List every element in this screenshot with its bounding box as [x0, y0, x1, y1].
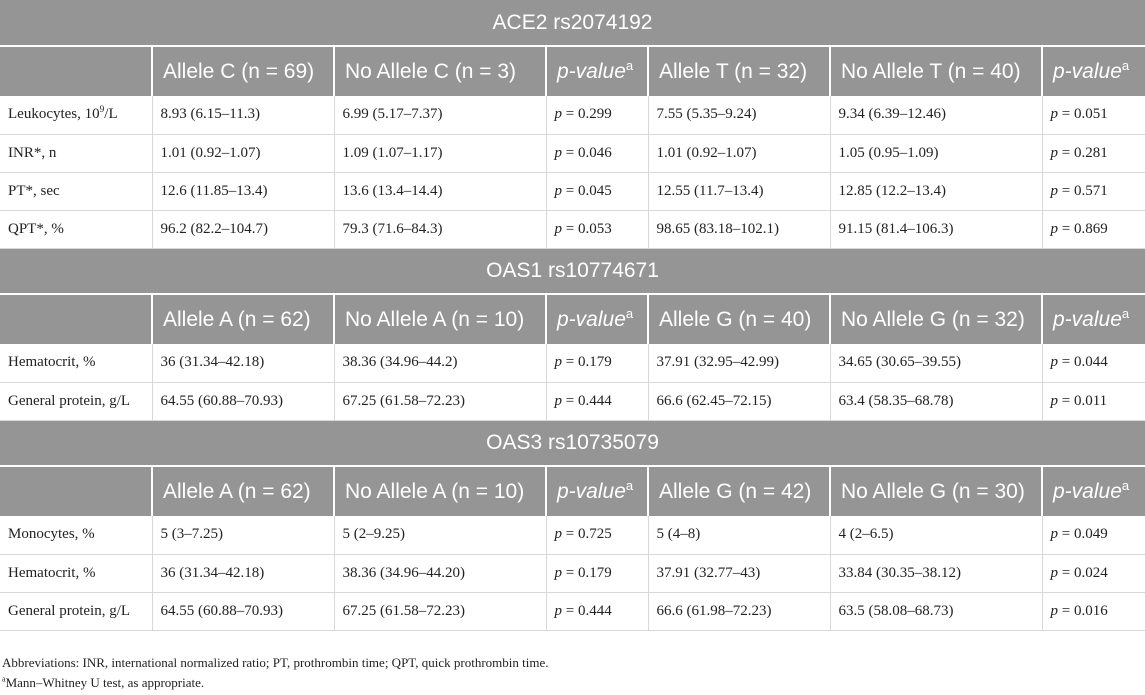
section-title: OAS1 rs10774671	[0, 248, 1145, 294]
column-header-row	[0, 466, 1145, 516]
table-cell: 96.2 (82.2–104.7)	[152, 210, 334, 248]
pvalue-cell: p = 0.725	[546, 516, 648, 554]
table-cell: 6.99 (5.17–7.37)	[334, 96, 546, 134]
table-row	[0, 592, 1145, 630]
table-cell: 9.34 (6.39–12.46)	[830, 96, 1042, 134]
footnote-test: $^a$Mann–Whitney U test, as appropriate.	[2, 674, 205, 690]
table-cell: 1.01 (0.92–1.07)	[648, 134, 830, 172]
pvalue-cell: p = 0.016	[1042, 592, 1145, 630]
pvalue-cell: p = 0.045	[546, 172, 648, 210]
column-header-row	[0, 46, 1145, 96]
table-cell: 13.6 (13.4–14.4)	[334, 172, 546, 210]
pvalue-cell: p = 0.046	[546, 134, 648, 172]
pvalue-cell: p = 0.281	[1042, 134, 1145, 172]
table-cell: 34.65 (30.65–39.55)	[830, 344, 1042, 382]
header-group1: Allele A (n = 62)	[152, 466, 334, 516]
section-title-row	[0, 248, 1145, 294]
table-cell: 5 (3–7.25)	[152, 516, 334, 554]
table-cell: 64.55 (60.88–70.93)	[152, 592, 334, 630]
table-cell: 5 (2–9.25)	[334, 516, 546, 554]
pvalue-cell: p = 0.049	[1042, 516, 1145, 554]
table-cell: 37.91 (32.95–42.99)	[648, 344, 830, 382]
section-title-row	[0, 420, 1145, 466]
table-row	[0, 210, 1145, 248]
header-empty	[0, 46, 152, 96]
table-row	[0, 382, 1145, 420]
footnote-abbreviations: Abbreviations: INR, international normalized ratio; PT, prothrombin time; QPT, quick prothrombin time.	[2, 655, 549, 670]
header-pvalue: p-value$^a$	[546, 466, 648, 516]
pvalue-cell: p = 0.869	[1042, 210, 1145, 248]
header-pvalue: p-value$^a$	[546, 46, 648, 96]
row-label: Hematocrit, %	[0, 344, 152, 382]
table-cell: 12.6 (11.85–13.4)	[152, 172, 334, 210]
header-pvalue: p-value$^a$	[1042, 294, 1145, 344]
header-group3: Allele T (n = 32)	[648, 46, 830, 96]
row-label: PT*, sec	[0, 172, 152, 210]
table-cell: 1.01 (0.92–1.07)	[152, 134, 334, 172]
pvalue-cell: p = 0.444	[546, 382, 648, 420]
table-cell: 79.3 (71.6–84.3)	[334, 210, 546, 248]
header-pvalue: p-value$^a$	[1042, 466, 1145, 516]
table-cell: 8.93 (6.15–11.3)	[152, 96, 334, 134]
table-cell: 12.55 (11.7–13.4)	[648, 172, 830, 210]
header-empty	[0, 466, 152, 516]
header-group3: Allele G (n = 40)	[648, 294, 830, 344]
pvalue-cell: p = 0.053	[546, 210, 648, 248]
header-group1: Allele C (n = 69)	[152, 46, 334, 96]
row-label: Leukocytes, $10^9/L$	[0, 96, 152, 134]
table-row	[0, 134, 1145, 172]
header-group1: Allele A (n = 62)	[152, 294, 334, 344]
table-cell: 1.05 (0.95–1.09)	[830, 134, 1042, 172]
table-row	[0, 516, 1145, 554]
table-cell: 36 (31.34–42.18)	[152, 554, 334, 592]
table-cell: 37.91 (32.77–43)	[648, 554, 830, 592]
column-header-row	[0, 294, 1145, 344]
pvalue-cell: p = 0.024	[1042, 554, 1145, 592]
header-group2: No Allele A (n = 10)	[334, 294, 546, 344]
table-cell: 1.09 (1.07–1.17)	[334, 134, 546, 172]
table-row	[0, 172, 1145, 210]
pvalue-cell: p = 0.444	[546, 592, 648, 630]
pvalue-cell: p = 0.179	[546, 344, 648, 382]
row-label: General protein, g/L	[0, 382, 152, 420]
table-cell: 33.84 (30.35–38.12)	[830, 554, 1042, 592]
table-cell: 5 (4–8)	[648, 516, 830, 554]
table-cell: 98.65 (83.18–102.1)	[648, 210, 830, 248]
table-cell: 67.25 (61.58–72.23)	[334, 592, 546, 630]
header-empty	[0, 294, 152, 344]
section-title-row	[0, 0, 1145, 46]
pvalue-cell: p = 0.051	[1042, 96, 1145, 134]
table-cell: 91.15 (81.4–106.3)	[830, 210, 1042, 248]
pvalue-cell: p = 0.011	[1042, 382, 1145, 420]
header-pvalue: p-value$^a$	[1042, 46, 1145, 96]
section-title: OAS3 rs10735079	[0, 420, 1145, 466]
table-row	[0, 554, 1145, 592]
row-label: Hematocrit, %	[0, 554, 152, 592]
table-cell: 64.55 (60.88–70.93)	[152, 382, 334, 420]
pvalue-cell: p = 0.299	[546, 96, 648, 134]
table-row	[0, 344, 1145, 382]
pvalue-cell: p = 0.179	[546, 554, 648, 592]
header-group3: Allele G (n = 42)	[648, 466, 830, 516]
header-group4: No Allele T (n = 40)	[830, 46, 1042, 96]
table-cell: 66.6 (61.98–72.23)	[648, 592, 830, 630]
table-cell: 38.36 (34.96–44.20)	[334, 554, 546, 592]
header-group2: No Allele C (n = 3)	[334, 46, 546, 96]
table-cell: 4 (2–6.5)	[830, 516, 1042, 554]
row-label: INR*, n	[0, 134, 152, 172]
header-pvalue: p-value$^a$	[546, 294, 648, 344]
pvalue-cell: p = 0.571	[1042, 172, 1145, 210]
table-row	[0, 96, 1145, 134]
table-cell: 63.4 (58.35–68.78)	[830, 382, 1042, 420]
section-title: ACE2 rs2074192	[0, 0, 1145, 46]
header-group4: No Allele G (n = 32)	[830, 294, 1042, 344]
table-cell: 67.25 (61.58–72.23)	[334, 382, 546, 420]
table-cell: 63.5 (58.08–68.73)	[830, 592, 1042, 630]
row-label: QPT*, %	[0, 210, 152, 248]
table-cell: 66.6 (62.45–72.15)	[648, 382, 830, 420]
header-group2: No Allele A (n = 10)	[334, 466, 546, 516]
table-cell: 12.85 (12.2–13.4)	[830, 172, 1042, 210]
row-label: Monocytes, %	[0, 516, 152, 554]
pvalue-cell: p = 0.044	[1042, 344, 1145, 382]
row-label: General protein, g/L	[0, 592, 152, 630]
header-group4: No Allele G (n = 30)	[830, 466, 1042, 516]
table-cell: 38.36 (34.96–44.2)	[334, 344, 546, 382]
table-cell: 36 (31.34–42.18)	[152, 344, 334, 382]
table-cell: 7.55 (5.35–9.24)	[648, 96, 830, 134]
